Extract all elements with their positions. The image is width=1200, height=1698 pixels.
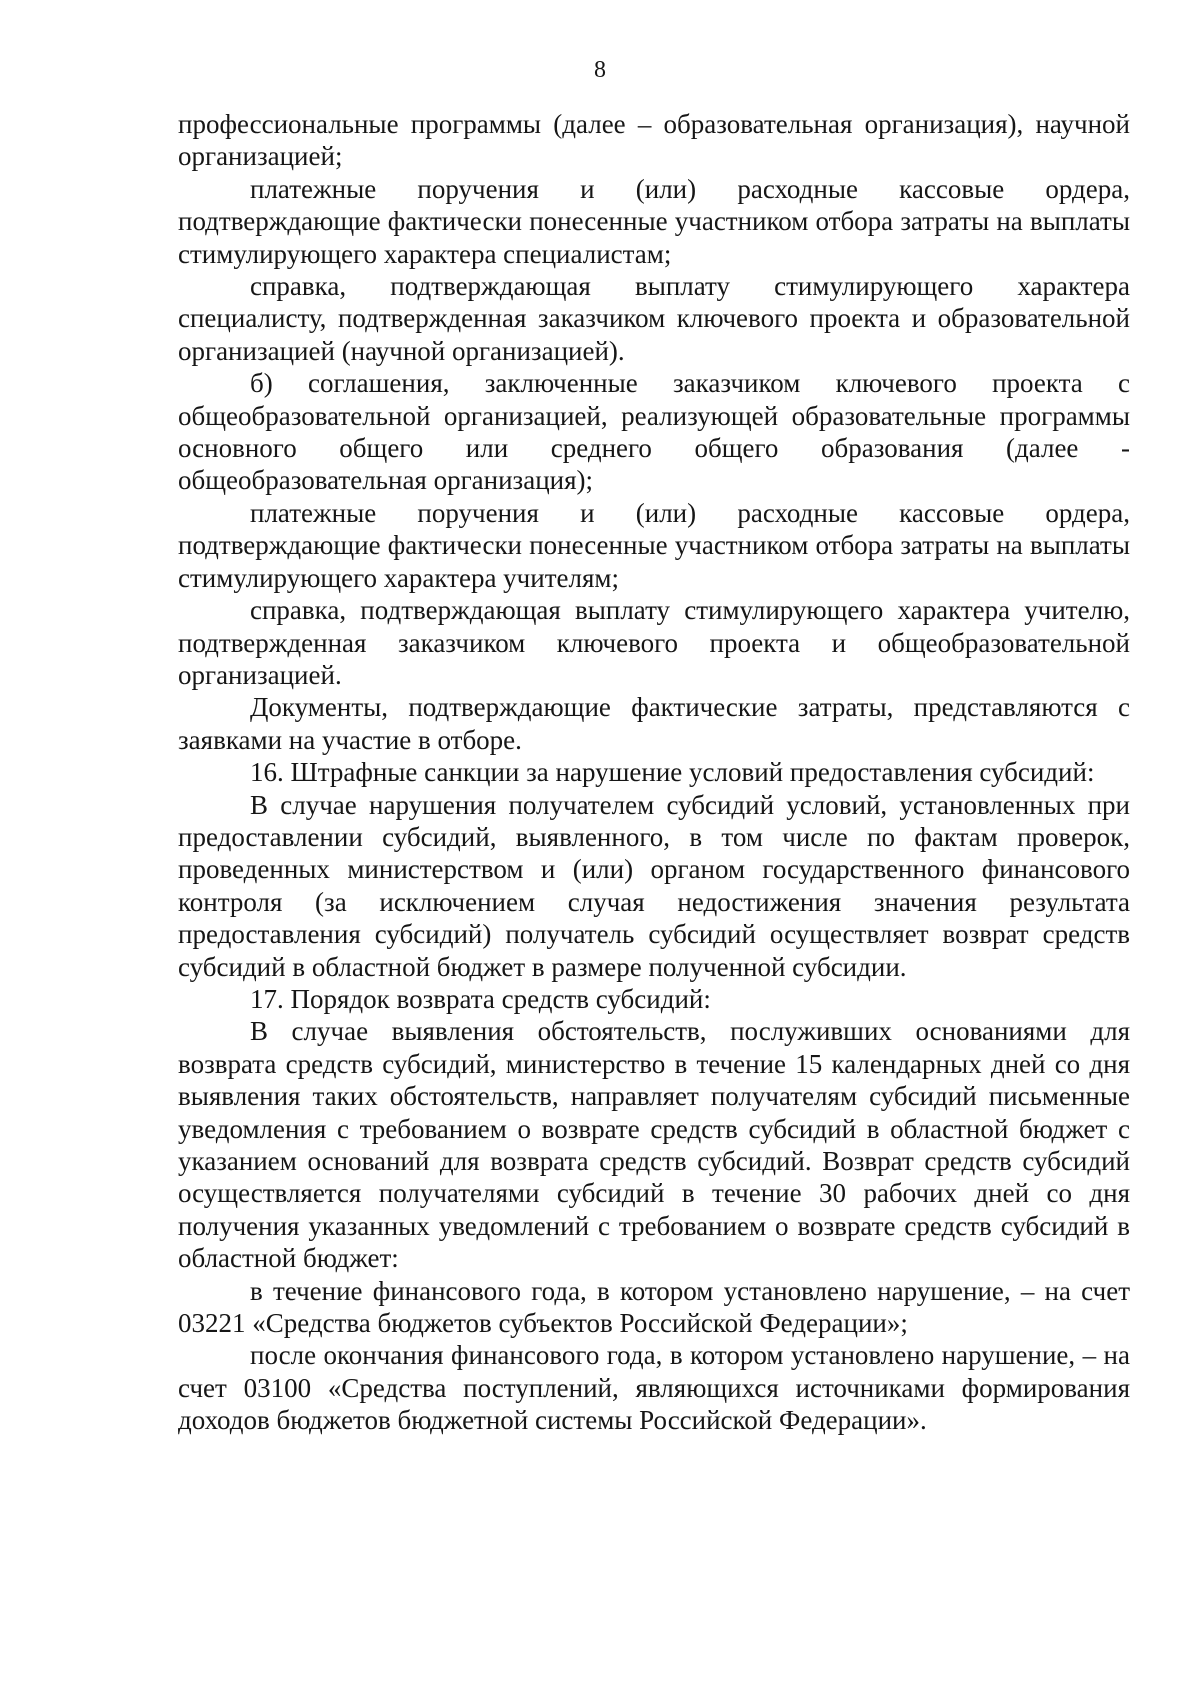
paragraph-certificate-specialist: справка, подтверждающая выплату стимулирующего характера специалисту, подтвержденная заказчиком ключевого проекта и образовательной организацией (научной организацией).	[178, 271, 1130, 366]
paragraph-violation-refund: В случае нарушения получателем субсидий условий, установленных при предоставлении субсидий, выявленного, в том числе по фактам проверок, проведенных министерством и (или) органом государственного финансового контроля (за исключением случая недостижения значения результата предоставления субсидий) получатель субсидий осуществляет возврат средств субсидий в областной бюджет в размере полученной субсидии.	[178, 789, 1130, 982]
paragraph-refund-current-year: в течение финансового года, в котором установлено нарушение, – на счет 03221 «Средства бюджетов субъектов Российской Федерации»;	[178, 1275, 1130, 1339]
page-number: 8	[594, 57, 606, 83]
paragraph-refund-after-year: после окончания финансового года, в котором установлено нарушение, – на счет 03100 «Средства поступлений, являющихся источниками формирования доходов бюджетов бюджетной системы Российской Федерации».	[178, 1340, 1130, 1436]
paragraph-supporting-documents: Документы, подтверждающие фактические затраты, представляются с заявками на участие в отборе.	[178, 692, 1130, 755]
paragraph-payment-orders-specialists: платежные поручения и (или) расходные кассовые ордера, подтверждающие фактически понесенные участником отбора затраты на выплаты стимулирующего характера специалистам;	[178, 173, 1130, 269]
paragraph-refund-procedure: В случае выявления обстоятельств, послуживших основаниями для возврата средств субсидий, министерство в течение 15 календарных дней со дня выявления таких обстоятельств, направляет получателям субсидий письменные уведомления с требованием о возврате средств субсидий в областной бюджет с указанием оснований для возврата средств субсидий. Возврат средств субсидий осуществляется получателями субсидий в течение 30 рабочих дней со дня получения указанных уведомлений с требованием о возврате средств субсидий в областной бюджет:	[178, 1016, 1130, 1274]
paragraph-payment-orders-teachers: платежные поручения и (или) расходные кассовые ордера, подтверждающие фактически понесенные участником отбора затраты на выплаты стимулирующего характера учителям;	[178, 497, 1130, 593]
paragraph-item-b-agreements: б) соглашения, заключенные заказчиком ключевого проекта с общеобразовательной организацией, реализующей образовательные программы основного общего или среднего общего образования (далее - общеобразовательная организация);	[178, 368, 1130, 496]
section-16-heading: 16. Штрафные санкции за нарушение условий предоставления субсидий:	[250, 757, 1095, 788]
paragraph-continuation: профессиональные программы (далее – образовательная организация), научной организацией;	[178, 109, 1130, 172]
paragraph-certificate-teacher: справка, подтверждающая выплату стимулирующего характера учителю, подтвержденная заказчиком ключевого проекта и общеобразовательной организацией.	[178, 595, 1130, 690]
section-17-heading: 17. Порядок возврата средств субсидий:	[250, 983, 711, 1014]
document-body	[178, 108, 1130, 1437]
